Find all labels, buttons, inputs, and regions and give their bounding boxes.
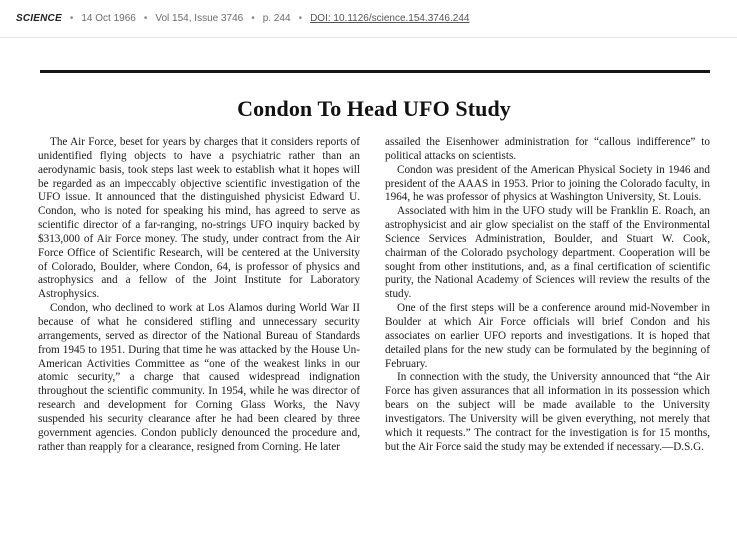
- top-rule: [40, 70, 710, 73]
- paragraph-continuation: assailed the Eisenhower administration for “callous indifference” to political attacks on scientists.: [385, 136, 710, 162]
- paragraph: In connection with the study, the University announced that “the Air Force has given assurances that all information in its possession which bears on the subject will be made available to the University investigators. The University will be given everything, not merely that which it requests.” The contract for the investigation is for 15 months, but the Air Force said the study may be extended if necessary.—D.S.G.: [385, 371, 710, 453]
- paragraph: Associated with him in the UFO study will be Franklin E. Roach, an astrophysicist and air glow specialist on the staff of the Environmental Science Services Administration, Boulder, and Stuart W. Cook, chairman of the Colorado psychology department. Cooperation will be sought from other institutions, and, as a final certification of scientific purity, the National Academy of Sciences will review the results of the study.: [385, 205, 710, 301]
- volume-issue: Vol 154, Issue 3746: [155, 13, 244, 24]
- paragraph: The Air Force, beset for years by charges that it considers reports of unidentified flying objects to have a psychiatric rather than an aerodynamic basis, took steps last week to establish what it hopes will be regarded as an impeccably objective scientific investigation of the UFO issue. It announced that the distinguished physicist Edward U. Condon, who is noted for speaking his mind, has agreed to serve as scientific director of a far-ranging, no-strings UFO inquiry backed by $313,000 of Air Force money. The study, under contract from the Air Force Office of Scientific Research, will be centered at the University of Colorado, Boulder, where Condon, 64, is professor of physics and astrophysics and a fellow of the Joint Institute for Laboratory Astrophysics.: [38, 136, 360, 301]
- paragraph: Condon, who declined to work at Los Alamos during World War II because of what he considered stifling and unnecessary security arrangements, served as director of the National Bureau of Standards from 1945 to 1951. During that time he was attacked by the House Un-American Activities Committee as “one of the weakest links in our atomic security,” a charge that caused widespread indignation throughout the scientific community. In 1954, while he was director of research and development for Corning Glass Works, the Navy suspended his security clearance after he had been cleared by three government agencies. Condon publicly denounced the procedure and, rather than reapply for a clearance, resigned from Corning. He later: [38, 302, 360, 453]
- doi-link[interactable]: DOI: 10.1126/science.154.3746.244: [310, 13, 470, 24]
- separator-dot: •: [143, 13, 148, 24]
- separator-dot: •: [251, 13, 255, 24]
- publication-date: 14 Oct 1966: [81, 13, 136, 24]
- separator-dot: •: [298, 13, 303, 24]
- left-column: [38, 136, 360, 454]
- citation-bar: [0, 0, 737, 38]
- article-scan: [38, 68, 710, 538]
- separator-dot: •: [69, 13, 74, 24]
- right-column: [385, 136, 710, 454]
- journal-name: SCIENCE: [16, 13, 62, 24]
- article-title: Condon To Head UFO Study: [237, 96, 511, 121]
- paragraph: Condon was president of the American Physical Society in 1946 and president of the AAAS in 1953. Prior to joining the Colorado faculty, in 1964, he was professor of physics at Washington University, St. Louis.: [385, 163, 710, 204]
- page-number: p. 244: [262, 13, 291, 24]
- paragraph: One of the first steps will be a conference around mid-November in Boulder at which Air Force officials will brief Condon and his associates on earlier UFO reports and investigations. It is hoped that detailed plans for the new study can be formulated by the beginning of February.: [385, 302, 710, 370]
